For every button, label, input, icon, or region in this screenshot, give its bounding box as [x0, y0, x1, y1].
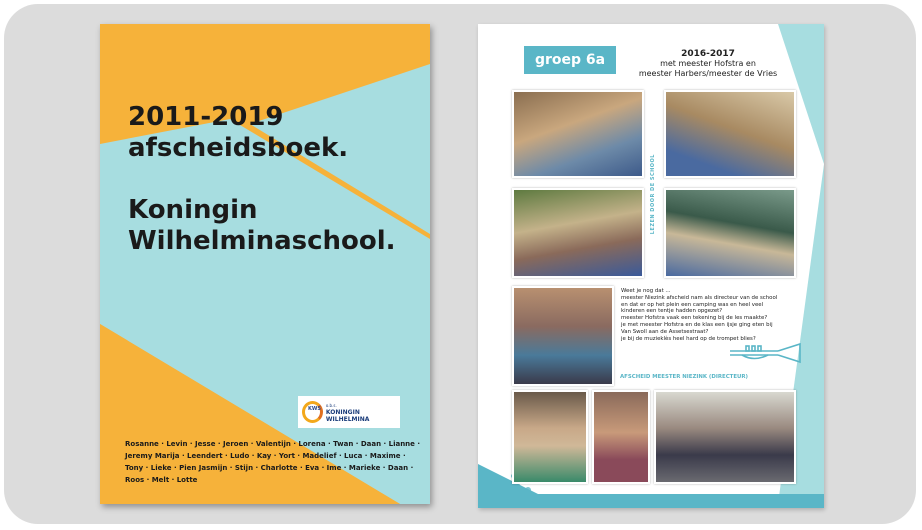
class-photo — [512, 390, 588, 484]
school-year: 2016-2017 — [681, 49, 735, 59]
cover-title-line: Koningin — [128, 195, 258, 225]
cover-title-line: afscheidsboek. — [128, 133, 349, 163]
remember-line: je met meester Hofstra en de klas een ijsje ging eten bij — [621, 321, 773, 328]
cover-title-line: 2011-2019 — [128, 102, 284, 132]
class-photo — [654, 390, 796, 484]
remember-line: je bij de muzieklès heel hard op de trompet blies? — [621, 335, 756, 342]
remember-line: Weet je nog dat ... — [621, 288, 671, 294]
student-names: Rosanne · Levin · Jesse · Jeroen · Valentijn · Lorena · Twan · Daan · Lianne · Jeremy Marija · Leendert · Ludo · Kay · Yort · Madelief · Luca · Maxime · Tony · Lieke · Pien Jasmijn · Stijn · Charlotte · Eva · Ime · Marieke · Daan · Roos · Melt · Lotte — [125, 440, 421, 484]
book-cover — [100, 24, 430, 504]
vertical-caption: LEZEN DOOR DE SCHOOL — [650, 154, 656, 235]
class-photo — [664, 90, 796, 178]
logo-abbr: KWS — [308, 406, 321, 412]
farewell-photo — [512, 286, 614, 386]
teachers-line: meester Harbers/meester de Vries — [638, 69, 778, 78]
remember-line: meester Hofstra vaak een tekening bij de les maakte? — [621, 315, 768, 322]
cover-background — [100, 24, 430, 504]
farewell-caption: AFSCHEID MEESTER NIEZINK (DIRECTEUR) — [620, 374, 749, 380]
logo-name: KONINGIN WILHELMINA — [325, 408, 370, 423]
remember-text — [621, 288, 811, 342]
remember-line: en dat er op het plein een camping was en heel veel — [621, 301, 764, 308]
remember-line: kinderen een tentje hadden opgezet? — [621, 308, 723, 315]
logo-small-text: o.b.s. — [325, 402, 337, 408]
cover-title-line: Wilhelminaschool. — [128, 226, 396, 256]
logo-mark-icon — [302, 401, 323, 423]
trumpet-icon — [728, 342, 804, 364]
inner-page — [478, 24, 824, 508]
class-photo — [512, 90, 644, 178]
remember-line: meester Niezink afscheid nam als directeur van de school — [621, 294, 778, 301]
class-photo — [664, 188, 796, 278]
school-logo — [298, 396, 400, 428]
group-label: groep 6a — [524, 46, 616, 74]
teachers-line: met meester Hofstra en — [660, 59, 756, 68]
class-photo — [512, 188, 644, 278]
remember-line: Van Swoll aan de Assetsestraat? — [621, 328, 709, 335]
cover-title — [128, 102, 428, 257]
year-block — [618, 49, 798, 79]
class-photo — [592, 390, 650, 484]
